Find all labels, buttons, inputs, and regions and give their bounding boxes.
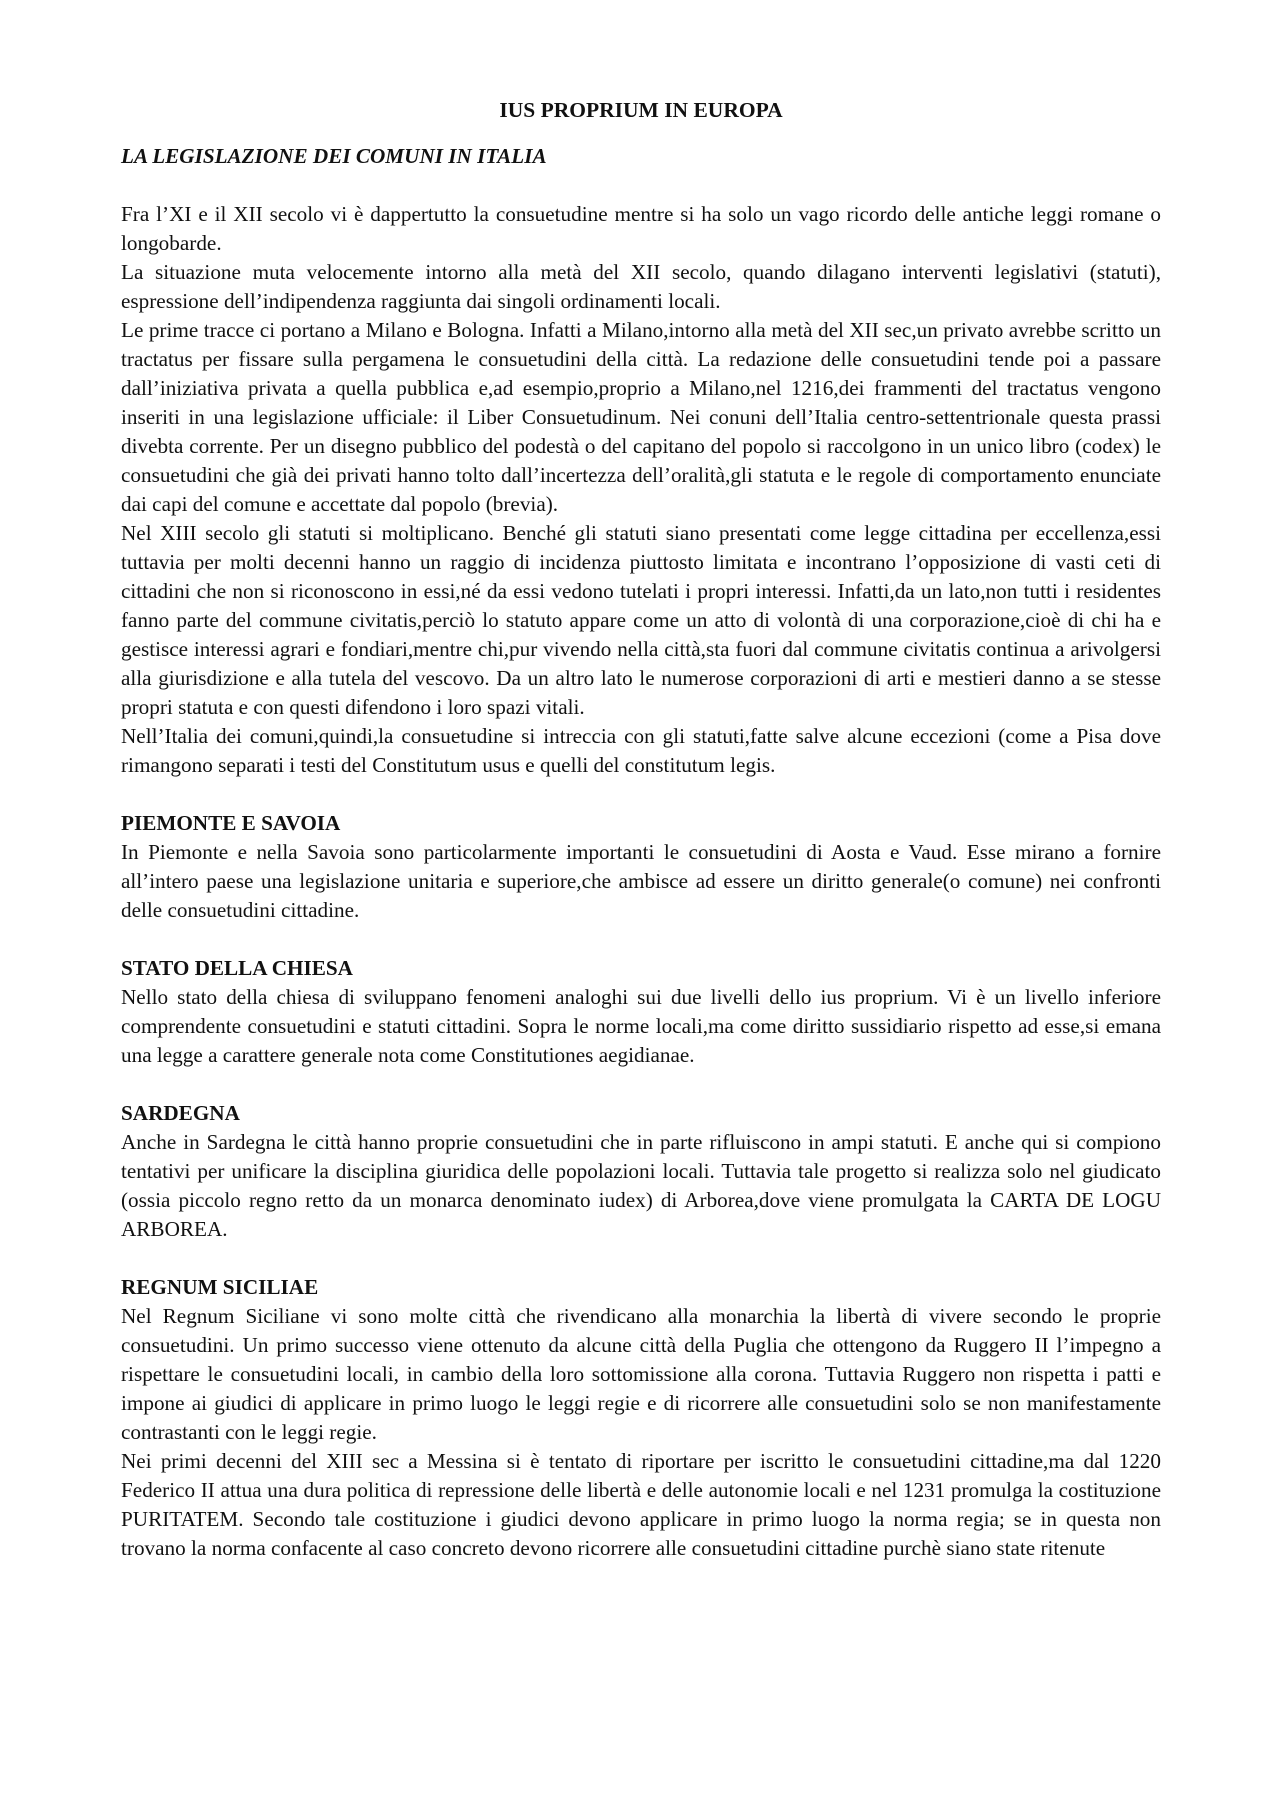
paragraph: Le prime tracce ci portano a Milano e Bologna. Infatti a Milano,intorno alla metà del XII sec,un privato avrebbe scritto un tractatus per fissare sulla pergamena le consuetudini della città. La redazione delle consuetudini tende poi a passare dall’iniziativa privata a quella pubblica e,ad esempio,proprio a Milano,nel 1216,dei frammenti del tractatus vengono inseriti in una legislazione ufficiale: il Liber Consuetudinum. Nei conuni dell’Italia centro-settentrionale questa prassi divebta corrente. Per un disegno pubblico del podestà o del capitano del popolo si raccolgono in un unico libro (codex) le consuetudini che già dei privati hanno tolto dall’incertezza dell’oralità,gli statuta e le regole di comportamento enunciate dai capi del comune e accettate dal popolo (brevia). (121, 318, 1161, 516)
paragraph: Nello stato della chiesa di sviluppano fenomeni analoghi sui due livelli dello ius proprium. Vi è un livello inferiore comprendente consuetudini e statuti cittadini. Sopra le norme locali,ma come diritto sussidiario rispetto ad esse,si emana una legge a carattere generale nota come Constitutiones aegidianae. (121, 985, 1161, 1067)
paragraph: Fra l’XI e il XII secolo vi è dappertutto la consuetudine mentre si ha solo un vago ricordo delle antiche leggi romane o longobarde. (121, 202, 1161, 255)
section-heading: PIEMONTE E SAVOIA (121, 811, 341, 835)
paragraph: Anche in Sardegna le città hanno proprie consuetudini che in parte rifluiscono in ampi statuti. E anche qui si compiono tentativi per unificare la disciplina giuridica delle popolazioni locali. Tuttavia tale progetto si realizza solo nel giudicato (ossia piccolo regno retto da un monarca denominato iudex) di Arborea,dove viene promulgata la CARTA DE LOGU ARBOREA. (121, 1130, 1161, 1241)
section-heading: REGNUM SICILIAE (121, 1275, 319, 1299)
paragraph: Nel Regnum Siciliane vi sono molte città che rivendicano alla monarchia la libertà di vivere secondo le proprie consuetudini. Un primo successo viene ottenuto da alcune città della Puglia che ottengono da Ruggero II l’impegno a rispettare le consuetudini locali, in cambio della loro sottomissione alla corona. Tuttavia Ruggero non rispetta i patti e impone ai giudici di applicare in primo luogo le leggi regie e di ricorrere alle consuetudini solo se non manifestamente contrastanti con le leggi regie. (121, 1304, 1161, 1444)
document-page (121, 96, 1161, 1563)
paragraph: In Piemonte e nella Savoia sono particolarmente importanti le consuetudini di Aosta e Vaud. Esse mirano a fornire all’intero paese una legislazione unitaria e superiore,che ambisce ad essere un diritto generale(o comune) nei confronti delle consuetudini cittadine. (121, 840, 1161, 922)
paragraph: Nel XIII secolo gli statuti si moltiplicano. Benché gli statuti siano presentati come legge cittadina per eccellenza,essi tuttavia per molti decenni hanno un raggio di incidenza piuttosto limitata e incontrano l’opposizione di vasti ceti di cittadini che non si riconoscono in essi,né da essi vedono tutelati i propri interessi. Infatti,da un lato,non tutti i residentes fanno parte del commune civitatis,perciò lo statuto appare come un atto di volontà di una corporazione,cioè di chi ha e gestisce interessi agrari e fondiari,mentre chi,pur vivendo nella città,sta fuori dal commune civitatis continua a arivolgersi alla giurisdizione e alla tutela del vescovo. Da un altro lato le numerose corporazioni di arti e mestieri danno a se stesse propri statuta e con questi difendono i loro spazi vitali. (121, 521, 1161, 719)
paragraph: Nei primi decenni del XIII sec a Messina si è tentato di riportare per iscritto le consuetudini cittadine,ma dal 1220 Federico II attua una dura politica di repressione delle libertà e delle autonomie locali e nel 1231 promulga la costituzione PURITATEM. Secondo tale costituzione i giudici devono applicare in primo luogo la norma regia; se in questa non trovano la norma confacente al caso concreto devono ricorrere alle consuetudini cittadine purchè siano state ritenute (121, 1449, 1161, 1560)
section-regnum-siciliae (121, 1273, 1161, 1563)
section-heading-legislazione-comuni: LA LEGISLAZIONE DEI COMUNI IN ITALIA (121, 144, 547, 168)
section-heading: STATO DELLA CHIESA (121, 956, 353, 980)
section-heading: SARDEGNA (121, 1101, 240, 1125)
section-sardegna (121, 1099, 1161, 1244)
section-stato-chiesa (121, 954, 1161, 1070)
paragraph: La situazione muta velocemente intorno alla metà del XII secolo, quando dilagano interventi legislativi (statuti), espressione dell’indipendenza raggiunta dai singoli ordinamenti locali. (121, 260, 1161, 313)
document-title: IUS PROPRIUM IN EUROPA (499, 98, 783, 122)
paragraph: Nell’Italia dei comuni,quindi,la consuetudine si intreccia con gli statuti,fatte salve alcune eccezioni (come a Pisa dove rimangono separati i testi del Constitutum usus e quelli del constitutum legis. (121, 724, 1161, 777)
section-piemonte-savoia (121, 809, 1161, 925)
